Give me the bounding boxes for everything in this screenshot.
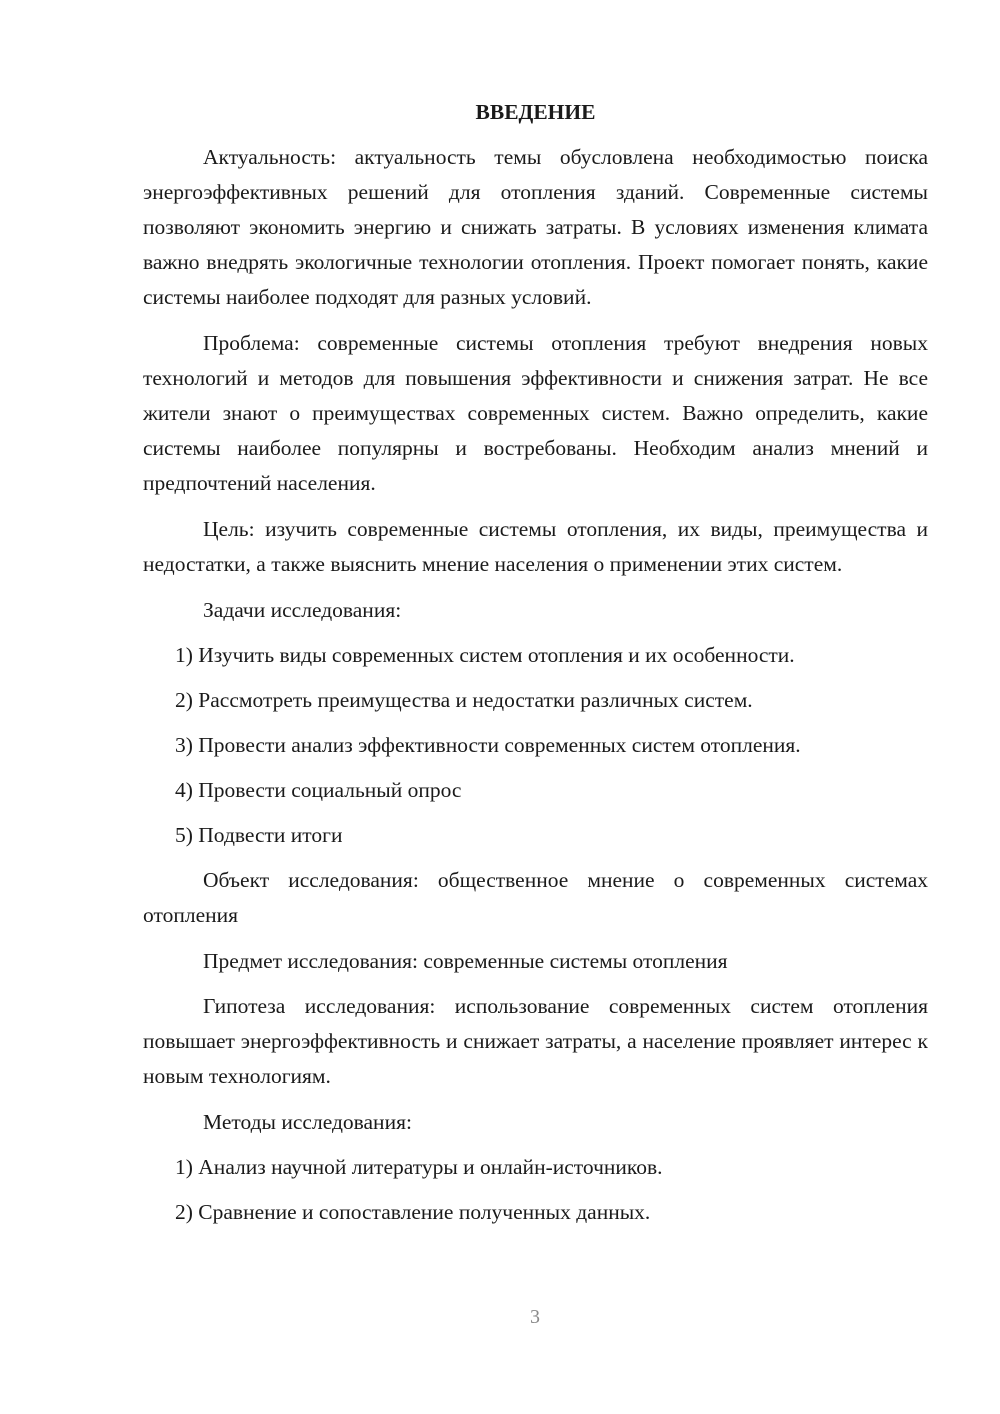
list-item: 1) Анализ научной литературы и онлайн-источников. [175, 1155, 663, 1179]
document-page [143, 95, 928, 1240]
list-item: 5) Подвести итоги [175, 823, 343, 847]
methods-list [143, 1150, 928, 1230]
list-item: 3) Провести анализ эффективности современных систем отопления. [175, 733, 801, 757]
relevance-paragraph: Актуальность: актуальность темы обусловлена необходимостью поиска энергоэффективных решений для отопления зданий. Современные системы позволяют экономить энергию и снижать затраты. В условиях изменения климата важно внедрять экологичные технологии отопления. Проект помогает понять, какие системы наиболее подходят для разных условий. [143, 145, 928, 309]
problem-paragraph: Проблема: современные системы отопления требуют внедрения новых технологий и методов для повышения эффективности и снижения затрат. Не все жители знают о преимуществах современных систем. Важно определить, какие системы наиболее популярны и востребованы. Необходим анализ мнений и предпочтений населения. [143, 331, 928, 495]
tasks-heading: Задачи исследования: [203, 598, 402, 622]
list-item: 1) Изучить виды современных систем отопления и их особенности. [175, 643, 795, 667]
subject-paragraph: Предмет исследования: современные системы отопления [203, 949, 728, 973]
hypothesis-paragraph: Гипотеза исследования: использование современных систем отопления повышает энергоэффективность и снижает затраты, а население проявляет интерес к новым технологиям. [143, 994, 928, 1088]
goal-paragraph: Цель: изучить современные системы отопления, их виды, преимущества и недостатки, а также выяснить мнение населения о применении этих систем. [143, 517, 928, 576]
list-item: 2) Рассмотреть преимущества и недостатки различных систем. [175, 688, 753, 712]
page-number: 3 [530, 1306, 540, 1328]
list-item: 4) Провести социальный опрос [175, 778, 462, 802]
section-title: ВВЕДЕНИЕ [475, 100, 596, 124]
methods-heading: Методы исследования: [203, 1110, 412, 1134]
list-item: 2) Сравнение и сопоставление полученных данных. [175, 1200, 651, 1224]
object-paragraph: Объект исследования: общественное мнение о современных системах отопления [143, 868, 928, 927]
tasks-list [143, 638, 928, 853]
